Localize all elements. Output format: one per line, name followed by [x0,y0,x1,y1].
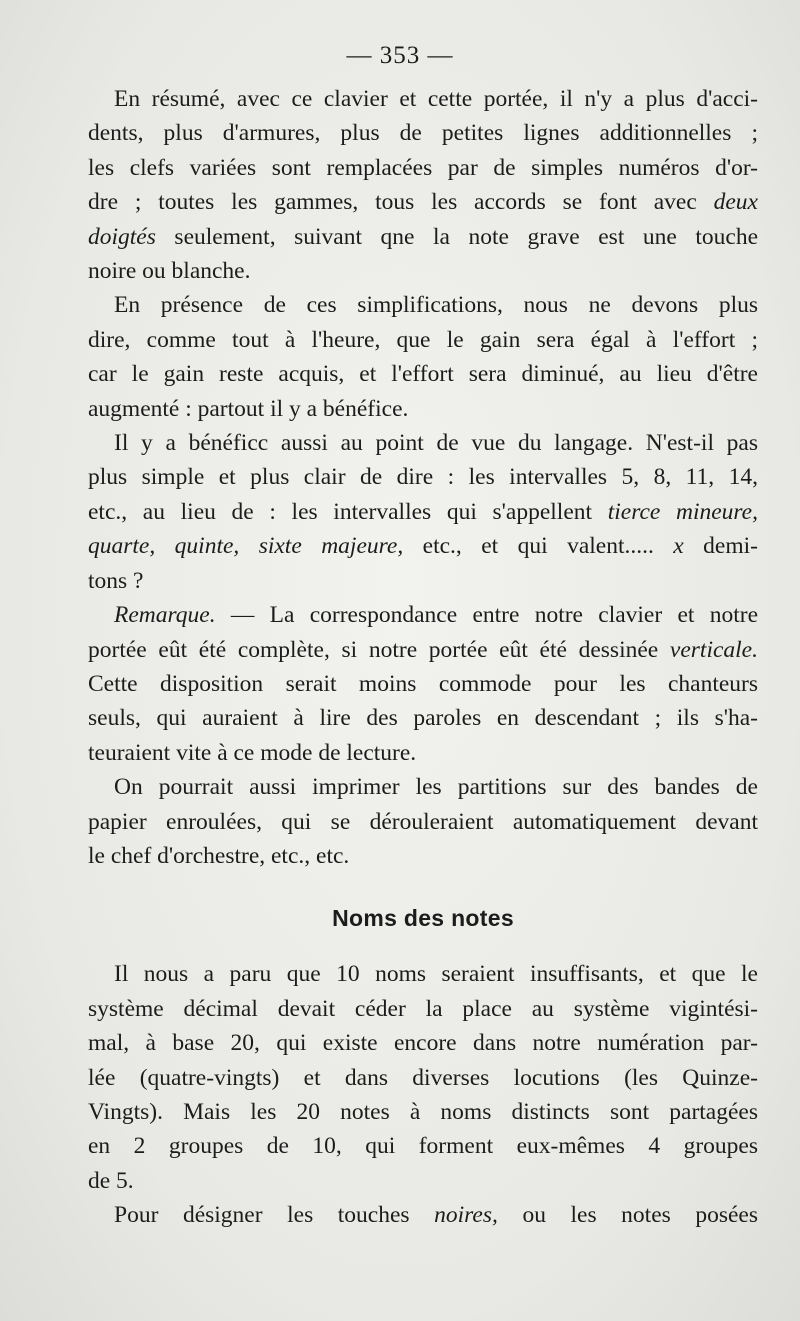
text-line [88,633,758,667]
paragraph-6 [88,957,758,1198]
text-line: On pourrait aussi imprimer les partitions sur des bandes de [114,774,758,801]
text-line: le chef d'orchestre, etc., etc. [88,842,350,869]
text-line: les clefs variées sont remplacées par de simples numéros d'or- [88,154,758,181]
text-line: seuls, qui auraient à lire des paroles en descendant ; ils s'ha- [88,705,758,732]
text-line: En présence de ces simplifications, nous ne devons plus [114,292,758,319]
text-line: en 2 groupes de 10, qui forment eux-mêmes 4 groupes [88,1133,758,1160]
text-run: etc., au lieu de : les intervalles qui s'appellent [88,498,608,525]
italic-run: doigtés [88,223,156,250]
paragraph-1 [88,82,758,288]
text-line: Vingts). Mais les 20 notes à noms distincts sont partagées [88,1098,758,1125]
page-body [88,82,758,1233]
text-run: Pour désigner les touches [114,1202,435,1229]
italic-run: noires, [434,1202,498,1229]
text-line: car le gain reste acquis, et l'effort sera diminué, au lieu d'être [88,361,758,388]
text-line: En résumé, avec ce clavier et cette portée, il n'y a plus d'acci- [114,86,758,112]
page-number: — 353 — [346,42,454,69]
section-heading: Noms des notes [332,905,514,932]
paragraph-4 [88,598,758,770]
text-line [88,1198,758,1232]
text-run: demi- [683,533,758,560]
italic-run: tierce mineure, [607,498,758,525]
text-line [88,185,758,219]
text-line: noire ou blanche. [88,258,251,285]
text-line [88,495,758,529]
italic-run: deux [713,189,758,216]
paragraph-7 [88,1198,758,1232]
text-run: seulement, suivant qne la note grave est une touche [155,223,758,250]
text-line: Cette disposition serait moins commode pour les chanteurs [88,670,758,697]
text-line: système décimal devait céder la place au système vigintési- [88,995,758,1022]
text-line [88,220,758,254]
italic-run: verticale. [669,636,758,663]
text-line: de 5. [88,1167,134,1194]
text-line: papier enroulées, qui se dérouleraient automatiquement devant [88,808,758,835]
text-run: portée eût été complète, si notre portée eût été dessinée [88,636,670,663]
text-run: dre ; toutes les gammes, tous les accords se font avec [88,189,714,216]
italic-run: x [673,533,684,560]
text-line: Il nous a paru que 10 noms seraient insuffisants, et que le [114,961,758,988]
italic-run: quarte, quinte, sixte majeure, [88,533,404,560]
italic-run: Remarque. [114,602,216,629]
text-line: Il y a bénéficc aussi au point de vue du langage. N'est-il pas [114,430,758,457]
paragraph-3 [88,426,758,598]
text-line [88,598,758,632]
paragraph-2 [88,288,758,426]
text-run: etc., et qui valent..... [403,533,674,560]
paragraph-5 [88,770,758,873]
text-line: teuraient vite à ce mode de lecture. [88,739,417,766]
text-line: dents, plus d'armures, plus de petites lignes additionnelles ; [88,120,758,147]
text-line: tons ? [88,567,144,594]
text-line: lée (quatre-vingts) et dans diverses locutions (les Quinze- [88,1064,758,1091]
text-line: augmenté : partout il y a bénéfice. [88,395,409,422]
text-line: mal, à base 20, qui existe encore dans notre numération par- [88,1030,758,1057]
text-line [88,529,758,563]
text-line: plus simple et plus clair de dire : les intervalles 5, 8, 11, 14, [88,464,758,491]
text-line: dire, comme tout à l'heure, que le gain sera égal à l'effort ; [88,326,758,353]
text-run: — La correspondance entre notre clavier et notre [215,602,758,629]
text-run: ou les notes posées [497,1202,758,1229]
